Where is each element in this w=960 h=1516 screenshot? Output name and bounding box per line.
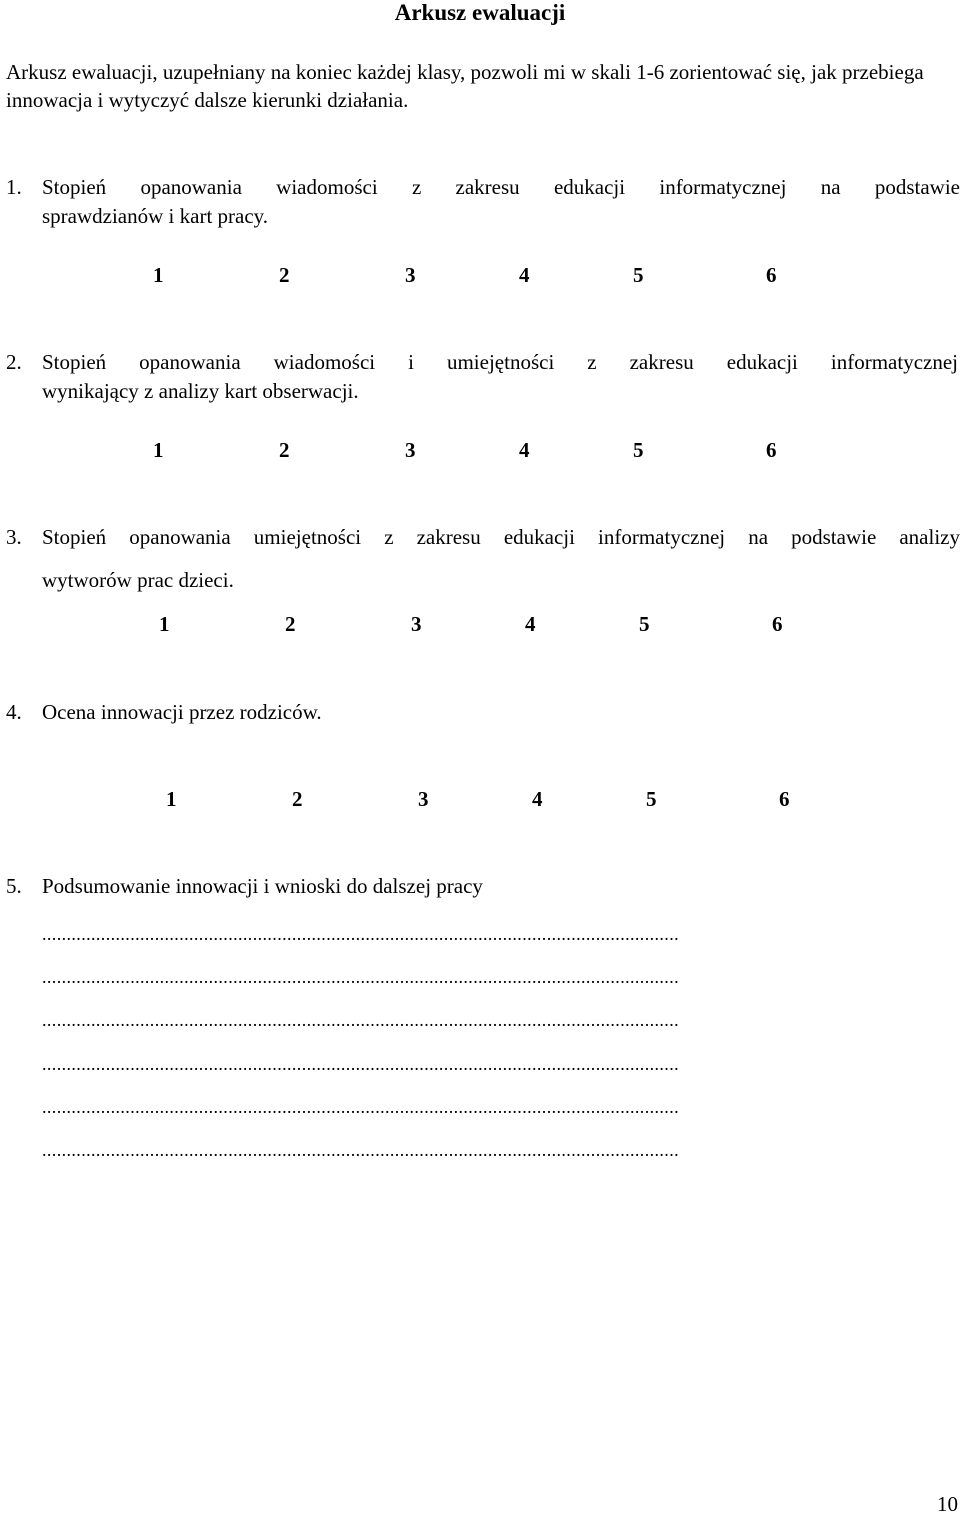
question-text-line2: wynikający z analizy kart obserwacji.	[42, 379, 359, 403]
scale-option-5[interactable]: 5	[646, 787, 657, 811]
scale-option-1[interactable]: 1	[159, 612, 170, 636]
question-text-line1: Ocena innowacji przez rodziców.	[42, 700, 322, 724]
question-number: 4.	[6, 700, 22, 724]
question-number: 2.	[6, 350, 22, 374]
scale-option-4[interactable]: 4	[519, 263, 530, 287]
scale-option-1[interactable]: 1	[153, 263, 164, 287]
answer-line[interactable]: ..................................................................................................................................	[42, 927, 679, 941]
scale-option-3[interactable]: 3	[405, 438, 416, 462]
scale-option-2[interactable]: 2	[279, 263, 290, 287]
scale-option-2[interactable]: 2	[279, 438, 290, 462]
document-title: Arkusz ewaluacji	[394, 0, 566, 25]
scale-option-5[interactable]: 5	[639, 612, 650, 636]
answer-line[interactable]: ..................................................................................................................................	[42, 970, 679, 984]
question-text-line1: Stopień opanowania wiadomości i umiejętności z zakresu edukacji informatycznej	[42, 350, 958, 374]
question-text-line2: sprawdzianów i kart pracy.	[42, 204, 269, 228]
answer-line[interactable]: ..................................................................................................................................	[42, 1100, 679, 1114]
question-text-line1: Stopień opanowania wiadomości z zakresu edukacji informatycznej na podstawie	[42, 175, 960, 199]
scale-option-4[interactable]: 4	[532, 787, 543, 811]
scale-option-3[interactable]: 3	[418, 787, 429, 811]
scale-option-3[interactable]: 3	[405, 263, 416, 287]
question-text-line1: Stopień opanowania umiejętności z zakresu edukacji informatycznej na podstawie analizy	[42, 525, 960, 549]
scale-option-6[interactable]: 6	[772, 612, 783, 636]
scale-option-5[interactable]: 5	[633, 438, 644, 462]
scale-option-5[interactable]: 5	[633, 263, 644, 287]
question-text-line1: Podsumowanie innowacji i wnioski do dalszej pracy	[42, 874, 483, 898]
scale-option-4[interactable]: 4	[525, 612, 536, 636]
scale-option-1[interactable]: 1	[166, 787, 177, 811]
scale-option-4[interactable]: 4	[519, 438, 530, 462]
scale-option-2[interactable]: 2	[285, 612, 296, 636]
scale-option-3[interactable]: 3	[411, 612, 422, 636]
page-number: 10	[937, 1492, 958, 1516]
answer-line[interactable]: ..................................................................................................................................	[42, 1013, 679, 1027]
question-number: 3.	[6, 525, 22, 549]
answer-line[interactable]: ..................................................................................................................................	[42, 1143, 679, 1157]
question-text-line2: wytworów prac dzieci.	[42, 568, 234, 592]
question-number: 1.	[6, 175, 22, 199]
answer-line[interactable]: ..................................................................................................................................	[42, 1057, 679, 1071]
scale-option-2[interactable]: 2	[292, 787, 303, 811]
scale-option-6[interactable]: 6	[766, 438, 777, 462]
scale-option-1[interactable]: 1	[153, 438, 164, 462]
scale-option-6[interactable]: 6	[779, 787, 790, 811]
question-number: 5.	[6, 874, 22, 898]
intro-paragraph: Arkusz ewaluacji, uzupełniany na koniec każdej klasy, pozwoli mi w skali 1-6 zorientować się, jak przebiega innowacja i wytyczyć dalsze kierunki działania.	[6, 60, 924, 112]
scale-option-6[interactable]: 6	[766, 263, 777, 287]
